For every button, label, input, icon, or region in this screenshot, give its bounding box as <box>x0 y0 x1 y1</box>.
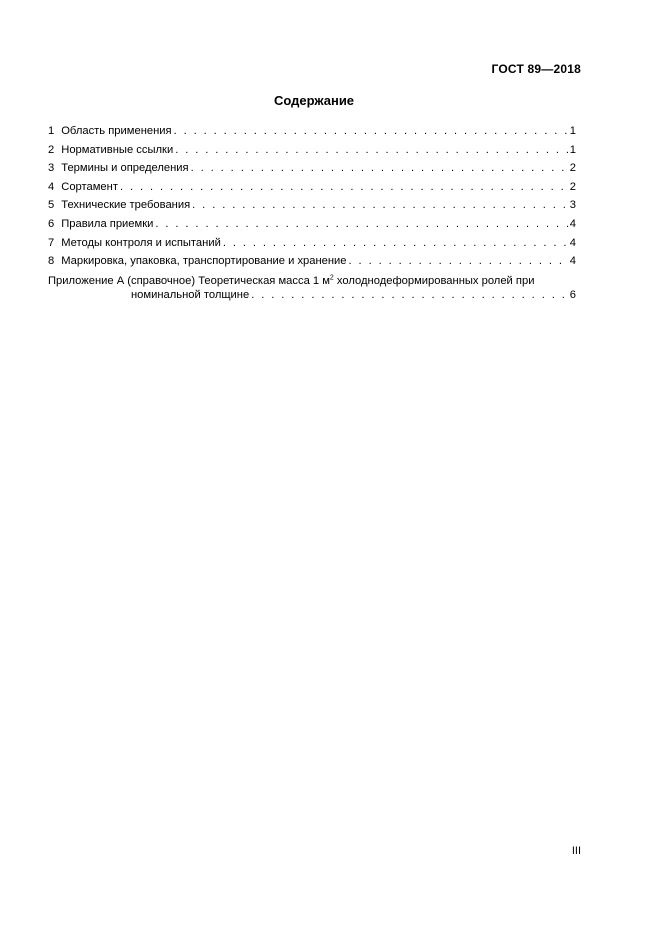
toc-item-label: Область применения <box>61 125 172 137</box>
toc-item-label: Термины и определения <box>61 162 189 175</box>
appendix-continuation-line <box>131 288 576 306</box>
toc-appendix-item[interactable] <box>48 274 576 306</box>
appendix-superscript: 2 <box>329 274 334 282</box>
toc-item-page: 3 <box>569 199 576 212</box>
toc-item-number: 4 <box>48 180 55 193</box>
toc-leader-dots <box>347 254 569 268</box>
toc-leader-dots <box>249 288 570 302</box>
toc-item-number: 7 <box>48 236 55 249</box>
appendix-title-line <box>48 274 576 288</box>
toc-item-page: 4 <box>569 255 576 268</box>
toc-leader-dots <box>153 217 568 231</box>
appendix-continuation: номинальной толщине <box>131 288 250 301</box>
toc-item[interactable] <box>48 143 576 162</box>
toc-item-number: 2 <box>48 143 55 156</box>
toc-item-label: Правила приемки <box>61 217 154 230</box>
document-code: ГОСТ 89—2018 <box>491 62 581 76</box>
toc-leader-dots <box>172 124 569 138</box>
toc-item-label: Маркировка, упаковка, транспортирование и хранение <box>61 255 347 268</box>
toc-item-number: 3 <box>48 162 55 175</box>
toc-item-number: 6 <box>48 217 55 230</box>
toc-item[interactable] <box>48 236 576 255</box>
toc-leader-dots <box>118 180 569 194</box>
toc-item-label: Методы контроля и испытаний <box>61 236 221 249</box>
toc-title: Содержание <box>273 93 355 108</box>
toc-item[interactable] <box>48 254 576 273</box>
toc-item[interactable] <box>48 198 576 217</box>
toc-item[interactable] <box>48 124 576 143</box>
toc-item-page: 4 <box>569 236 576 249</box>
appendix-title-prefix: Приложение А (справочное) Теоретическая масса 1 м <box>48 274 330 287</box>
toc-leader-dots <box>173 143 569 157</box>
toc-item[interactable] <box>48 180 576 199</box>
toc-item[interactable] <box>48 217 576 236</box>
toc-item-page: 2 <box>569 162 576 175</box>
toc-leader-dots <box>221 236 569 250</box>
toc-item-number: 8 <box>48 255 55 268</box>
toc-item-page: 1 <box>569 125 576 137</box>
page-number: III <box>571 845 581 857</box>
table-of-contents <box>48 124 576 306</box>
toc-leader-dots <box>190 198 569 212</box>
toc-item-label: Нормативные ссылки <box>61 143 174 156</box>
toc-leader-dots <box>189 161 569 175</box>
toc-item[interactable] <box>48 161 576 180</box>
toc-item-page: 2 <box>569 180 576 193</box>
toc-item-label: Сортамент <box>61 180 118 193</box>
toc-item-number: 5 <box>48 199 55 212</box>
appendix-page: 6 <box>569 288 576 301</box>
toc-item-page: 1 <box>569 143 576 156</box>
toc-item-number: 1 <box>48 125 55 137</box>
toc-item-page: 4 <box>569 217 576 230</box>
appendix-title-suffix: холоднодеформированных ролей при <box>333 274 535 287</box>
toc-item-label: Технические требования <box>61 199 191 212</box>
